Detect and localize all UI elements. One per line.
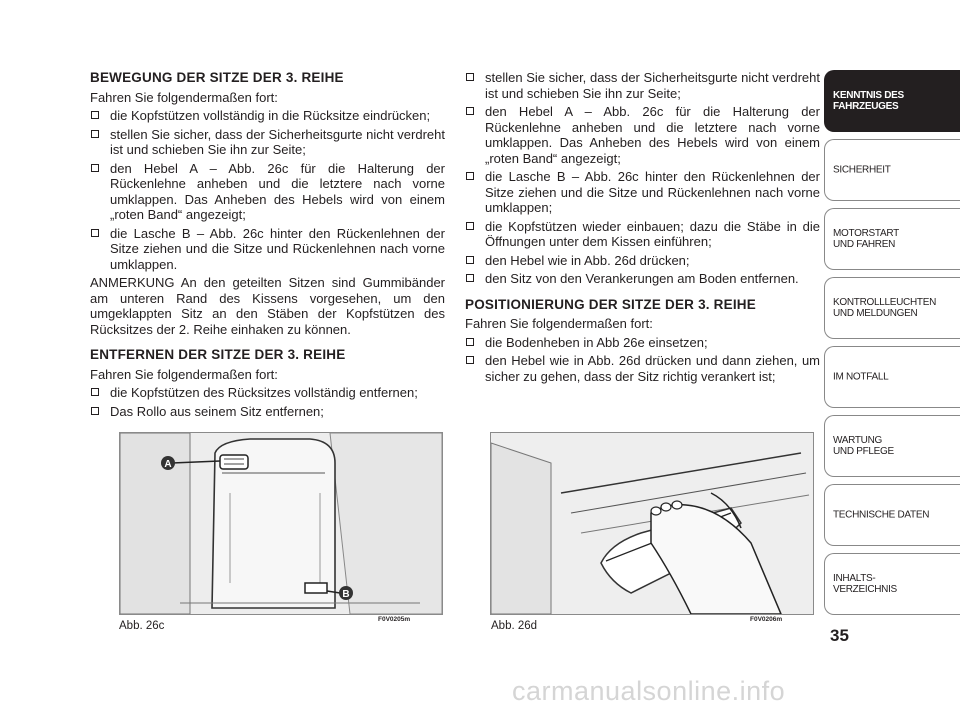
checkbox-bullet-icon bbox=[91, 130, 99, 138]
tab-label: MOTORSTART UND FAHREN bbox=[833, 228, 899, 250]
checkbox-bullet-icon bbox=[466, 107, 474, 115]
checkbox-bullet-icon bbox=[91, 388, 99, 396]
seat-rear-illustration bbox=[120, 433, 442, 614]
tab-sicherheit[interactable] bbox=[824, 139, 960, 201]
tab-im-notfall[interactable] bbox=[824, 346, 960, 408]
checkbox-bullet-icon bbox=[91, 229, 99, 237]
seat-lever-illustration bbox=[491, 433, 813, 614]
page-number: 35 bbox=[830, 626, 849, 645]
list-item bbox=[465, 335, 820, 351]
list-item-text: stellen Sie sicher, dass der Sicherheitsgurte nicht verdreht ist und schieben Sie ihn zur Seite; bbox=[485, 70, 820, 101]
list-item-text: die Bodenheben in Abb 26e einsetzen; bbox=[485, 334, 708, 350]
tab-label: INHALTS- VERZEICHNIS bbox=[833, 573, 897, 595]
list-item-text: stellen Sie sicher, dass der Sicherheitsgurte nicht verdreht ist und schieben Sie ihn zur Seite; bbox=[110, 126, 445, 157]
list-item bbox=[90, 226, 445, 273]
list-item bbox=[90, 161, 445, 223]
tab-inhaltsverzeichnis[interactable] bbox=[824, 553, 960, 615]
figure-26c bbox=[119, 432, 443, 615]
list-item-text: den Hebel A – Abb. 26c für die Halterung der Rückenlehne anheben und die letztere nach vorne umklappen. Das Anheben des Hebels wird von einem „roten Band“ angezeigt; bbox=[110, 160, 445, 222]
list-item bbox=[465, 219, 820, 250]
tab-technische-daten[interactable] bbox=[824, 484, 960, 546]
list-item-text: die Kopfstützen des Rücksitzes vollständig entfernen; bbox=[110, 385, 418, 400]
tab-label: WARTUNG UND PFLEGE bbox=[833, 435, 894, 457]
tab-kontrollleuchten[interactable] bbox=[824, 277, 960, 339]
tab-label: KENNTNIS DES FAHRZEUGES bbox=[833, 90, 904, 112]
intro-text: Fahren Sie folgendermaßen fort: bbox=[90, 89, 278, 105]
list-item-text: die Lasche B – Abb. 26c hinter den Rückenlehnen der Sitze ziehen und die Sitze und Rückenlehnen nach vorne umklappen; bbox=[485, 169, 820, 215]
list-item bbox=[90, 385, 445, 401]
list-item bbox=[465, 70, 820, 101]
checkbox-bullet-icon bbox=[466, 256, 474, 264]
list-item-text: den Hebel wie in Abb. 26d drücken und dann ziehen, um sicher zu gehen, dass der Sitz richtig verankert ist; bbox=[485, 353, 820, 384]
list-item bbox=[465, 169, 820, 216]
list-item-text: die Kopfstützen vollständig in die Rücksitze eindrücken; bbox=[110, 108, 431, 123]
note-text: ANMERKUNG An den geteilten Sitzen sind Gummibänder am unteren Rand des Kissens vorgesehen, um den umgeklappten Sitz an den Stäben der Kopfstützen des Rücksitzes der 2. Reihe einhaken zu können. bbox=[90, 275, 445, 337]
tab-label: IM NOTFALL bbox=[833, 371, 889, 383]
section-heading-move-seats: BEWEGUNG DER SITZE DER 3. REIHE bbox=[90, 70, 344, 85]
checkbox-bullet-icon bbox=[466, 356, 474, 364]
left-column bbox=[90, 70, 445, 422]
tab-label: SICHERHEIT bbox=[833, 164, 891, 176]
list-item-text: den Hebel A – Abb. 26c für die Halterung der Rückenlehne anheben und die letztere nach vorne umklappen. Das Anheben des Hebels wird von einem „roten Band“ angezeigt; bbox=[485, 104, 820, 166]
list-item bbox=[90, 108, 445, 124]
list-item bbox=[90, 127, 445, 158]
list-item-text: den Hebel wie in Abb. 26d drücken; bbox=[485, 252, 690, 268]
list-item bbox=[465, 271, 820, 287]
checkbox-bullet-icon bbox=[91, 407, 99, 415]
tab-label: TECHNISCHE DATEN bbox=[833, 509, 930, 521]
figure-caption-26d: Abb. 26d bbox=[491, 620, 538, 632]
tab-label: KONTROLLLEUCHTEN UND MELDUNGEN bbox=[833, 297, 936, 319]
figure-26d bbox=[490, 432, 814, 615]
checkbox-bullet-icon bbox=[91, 111, 99, 119]
list-item bbox=[465, 104, 820, 166]
intro-text: Fahren Sie folgendermaßen fort: bbox=[90, 366, 278, 382]
checkbox-bullet-icon bbox=[466, 274, 474, 282]
section-heading-position-seats: POSITIONIERUNG DER SITZE DER 3. REIHE bbox=[465, 296, 756, 312]
tab-motorstart[interactable] bbox=[824, 208, 960, 270]
intro-text: Fahren Sie folgendermaßen fort: bbox=[465, 316, 653, 331]
figure-code-26d: F0V0206m bbox=[750, 616, 783, 623]
section-heading-remove-seats: ENTFERNEN DER SITZE DER 3. REIHE bbox=[90, 347, 346, 362]
checkbox-bullet-icon bbox=[91, 164, 99, 172]
list-item-text: Das Rollo aus seinem Sitz entfernen; bbox=[110, 403, 324, 419]
chapter-sidebar bbox=[824, 70, 960, 622]
watermark-text: carmanualsonline.info bbox=[512, 676, 786, 706]
list-item bbox=[465, 253, 820, 269]
tab-kenntnis-des-fahrzeuges[interactable] bbox=[824, 70, 960, 132]
checkbox-bullet-icon bbox=[466, 73, 474, 81]
list-item-text: den Sitz von den Verankerungen am Boden entfernen. bbox=[485, 271, 799, 286]
tab-wartung[interactable] bbox=[824, 415, 960, 477]
label-b: B bbox=[342, 589, 350, 600]
list-item-text: die Kopfstützen wieder einbauen; dazu die Stäbe in die Öffnungen unter dem Kissen einführen; bbox=[485, 218, 820, 249]
right-column bbox=[465, 70, 820, 387]
figure-code-26c: F0V0205m bbox=[378, 616, 411, 623]
checkbox-bullet-icon bbox=[466, 172, 474, 180]
figure-caption-26c: Abb. 26c bbox=[119, 620, 165, 632]
checkbox-bullet-icon bbox=[466, 338, 474, 346]
list-item bbox=[90, 404, 445, 420]
list-item bbox=[465, 353, 820, 384]
list-item-text: die Lasche B – Abb. 26c hinter den Rückenlehnen der Sitze ziehen und die Sitze und Rückenlehnen nach vorne umklappen. bbox=[110, 225, 445, 272]
label-a: A bbox=[164, 459, 172, 470]
checkbox-bullet-icon bbox=[466, 222, 474, 230]
